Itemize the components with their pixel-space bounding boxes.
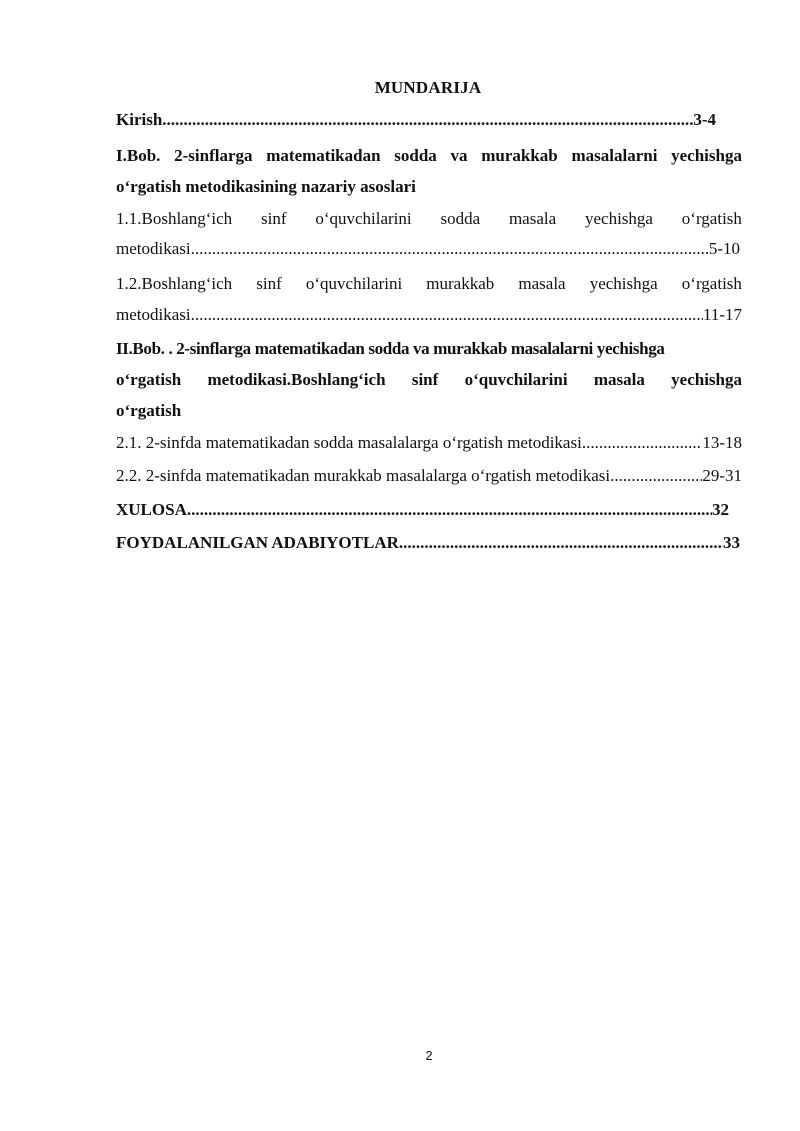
dot-leader — [162, 110, 693, 130]
toc-entry-section11-line2[interactable] — [116, 239, 740, 259]
word: sinf — [260, 209, 287, 228]
word: 1.2.Boshlang‘ich — [116, 274, 233, 293]
word: sinf — [411, 370, 439, 389]
word: o‘quvchilarini — [315, 209, 412, 228]
toc-entry-pages: 3-4 — [693, 110, 716, 129]
word: o‘rgatish — [681, 209, 742, 228]
dot-leader — [399, 533, 723, 553]
word: o‘quvchilarini — [464, 370, 568, 389]
toc-entry-pages: 11-17 — [702, 305, 742, 324]
toc-entry-label: Kirish — [116, 110, 163, 129]
toc-entry-pages: 13-18 — [702, 433, 742, 452]
toc-entry-section12-line2[interactable] — [116, 305, 742, 325]
word: yechishga — [671, 370, 742, 389]
toc-entry-conclusion[interactable] — [116, 500, 729, 520]
toc-entry-references[interactable] — [116, 533, 740, 553]
word: 2-sinflarga — [174, 146, 253, 165]
toc-entry-chapter1-line2[interactable]: o‘rgatish metodikasining nazariy asoslari — [116, 177, 416, 196]
word: murakkab — [481, 146, 558, 165]
toc-entry-intro[interactable] — [116, 110, 716, 130]
dot-leader — [187, 500, 712, 520]
toc-entry-label: FOYDALANILGAN ADABIYOTLAR — [116, 533, 399, 552]
dot-leader — [191, 239, 709, 259]
word: o‘quvchilarini — [305, 274, 403, 293]
toc-entry-chapter1-line1[interactable] — [116, 146, 742, 166]
dot-leader — [191, 305, 703, 325]
toc-entry-label: XULOSA — [116, 500, 187, 519]
word: yechishga — [584, 209, 653, 228]
word: sodda — [394, 146, 437, 165]
toc-entry-label: metodikasi — [116, 239, 191, 258]
word: matematikadan — [266, 146, 381, 165]
toc-entry-label: 2.1. 2-sinfda matematikadan sodda masalalarga o‘rgatish metodikasi — [116, 433, 582, 452]
toc-entry-section12-line1[interactable] — [116, 274, 742, 294]
page-title: MUNDARIJA — [374, 78, 482, 97]
toc-entry-chapter2-line2[interactable] — [116, 370, 742, 390]
toc-entry-chapter2-line3[interactable]: o‘rgatish — [116, 401, 182, 420]
word: va — [450, 146, 468, 165]
word: masalalarni — [571, 146, 658, 165]
word: masala — [518, 274, 566, 293]
toc-entry-label: 2.2. 2-sinfda matematikadan murakkab masalalarga o‘rgatish metodikasi — [116, 466, 611, 485]
dot-leader — [610, 466, 702, 486]
word: o‘rgatish — [116, 370, 182, 389]
toc-entry-section22[interactable] — [116, 466, 742, 486]
toc-entry-label: metodikasi — [116, 305, 191, 324]
toc-entry-pages: 33 — [723, 533, 740, 552]
toc-entry-pages: 32 — [712, 500, 729, 519]
word: yechishga — [589, 274, 658, 293]
word: o‘rgatish — [681, 274, 742, 293]
toc-entry-section11-line1[interactable] — [116, 209, 742, 229]
dot-leader — [582, 433, 703, 453]
word: I.Bob. — [116, 146, 161, 165]
word: sodda — [440, 209, 481, 228]
toc-entry-chapter2-line1[interactable]: II.Bob. . 2-sinflarga matematikadan sodda va murakkab masalalarni yechishga — [116, 339, 665, 358]
word: masala — [508, 209, 557, 228]
word: masala — [593, 370, 645, 389]
toc-entry-pages: 29-31 — [702, 466, 742, 485]
page-number: 2 — [425, 1048, 433, 1063]
word: yechishga — [671, 146, 742, 165]
word: murakkab — [426, 274, 495, 293]
word: 1.1.Boshlang‘ich — [116, 209, 233, 228]
toc-entry-section21[interactable] — [116, 433, 742, 453]
toc-entry-pages: 5-10 — [708, 239, 740, 258]
word: sinf — [256, 274, 282, 293]
word: metodikasi.Boshlang‘ich — [207, 370, 386, 389]
